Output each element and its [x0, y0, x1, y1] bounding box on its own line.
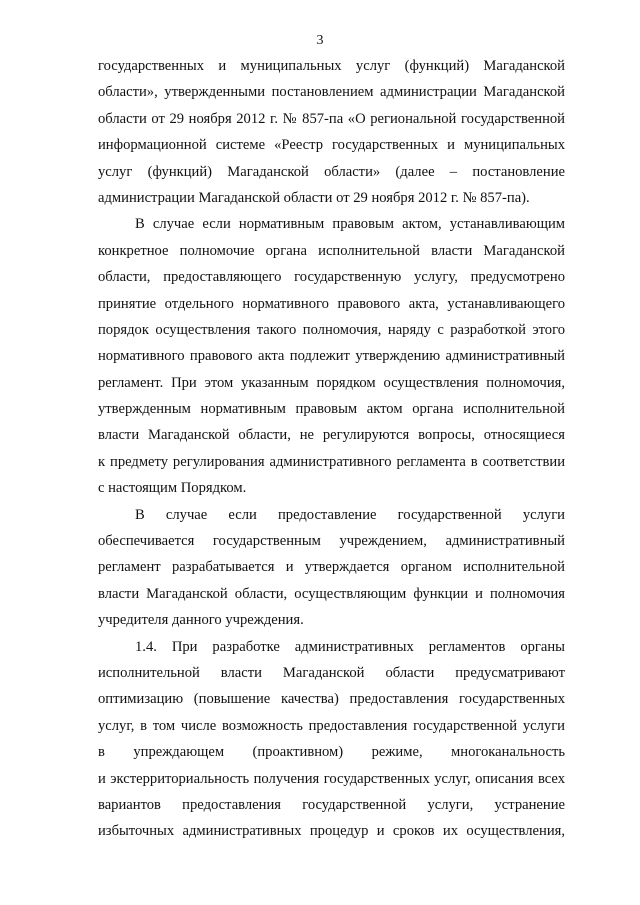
text-line: области от 29 ноября 2012 г. № 857-па «О региональной государственной [98, 110, 565, 127]
text-line: регламент разрабатывается и утверждается органом исполнительной [98, 559, 565, 576]
text-line: 1.4. При разработке административных регламентов органы [135, 638, 565, 655]
text-line: исполнительной власти Магаданской области предусматривают [98, 664, 565, 681]
text-line: области, предоставляющего государственную услугу, предусмотрено [98, 269, 565, 286]
text-line: В случае если нормативным правовым актом, устанавливающим [135, 216, 565, 233]
text-line: в упреждающем (проактивном) режиме, многоканальность [98, 744, 565, 761]
text-line: с настоящим Порядком. [98, 480, 247, 497]
text-line: обеспечивается государственным учреждением, административный [98, 533, 565, 550]
paragraph-4 [98, 634, 565, 845]
text-line: В случае если предоставление государственной услуги [135, 506, 565, 523]
text-line: услуг, в том числе возможность предоставления государственной услуги [98, 717, 565, 734]
text-line: администрации Магаданской области от 29 ноября 2012 г. № 857-па). [98, 189, 530, 206]
text-line: регламент. При этом указанным порядком осуществления полномочия, [98, 374, 565, 391]
text-line: услуг (функций) Магаданской области» (далее – постановление [98, 163, 565, 180]
paragraph-1 [98, 53, 565, 211]
page-number: 3 [316, 33, 324, 48]
paragraph-3 [98, 502, 565, 634]
text-line: власти Магаданской области, не регулируются вопросы, относящиеся [98, 427, 565, 444]
document-body [98, 53, 565, 845]
text-line: власти Магаданской области, осуществляющим функции и полномочия [98, 585, 565, 602]
text-line: и экстерриториальность получения государственных услуг, описания всех [98, 770, 565, 787]
text-line: государственных и муниципальных услуг (функций) Магаданской [98, 58, 565, 74]
text-line: принятие отдельного нормативного правового акта, устанавливающего [98, 295, 565, 312]
text-line: учредителя данного учреждения. [98, 612, 304, 629]
text-line: нормативного правового акта подлежит утверждению административный [98, 348, 565, 365]
text-line: конкретное полномочие органа исполнительной власти Магаданской [98, 242, 565, 259]
text-line: вариантов предоставления государственной услуги, устранение [98, 796, 565, 813]
text-line: к предмету регулирования административного регламента в соответствии [98, 453, 565, 470]
text-line: информационной системе «Реестр государственных и муниципальных [98, 137, 565, 154]
text-line: оптимизацию (повышение качества) предоставления государственных [98, 691, 565, 708]
text-line: утвержденным нормативным правовым актом органа исполнительной [98, 401, 565, 418]
text-line: области», утвержденными постановлением администрации Магаданской [98, 84, 565, 101]
text-line: избыточных административных процедур и сроков их осуществления, [98, 823, 565, 840]
text-line: порядок осуществления такого полномочия, наряду с разработкой этого [98, 321, 565, 338]
paragraph-2 [98, 211, 565, 501]
